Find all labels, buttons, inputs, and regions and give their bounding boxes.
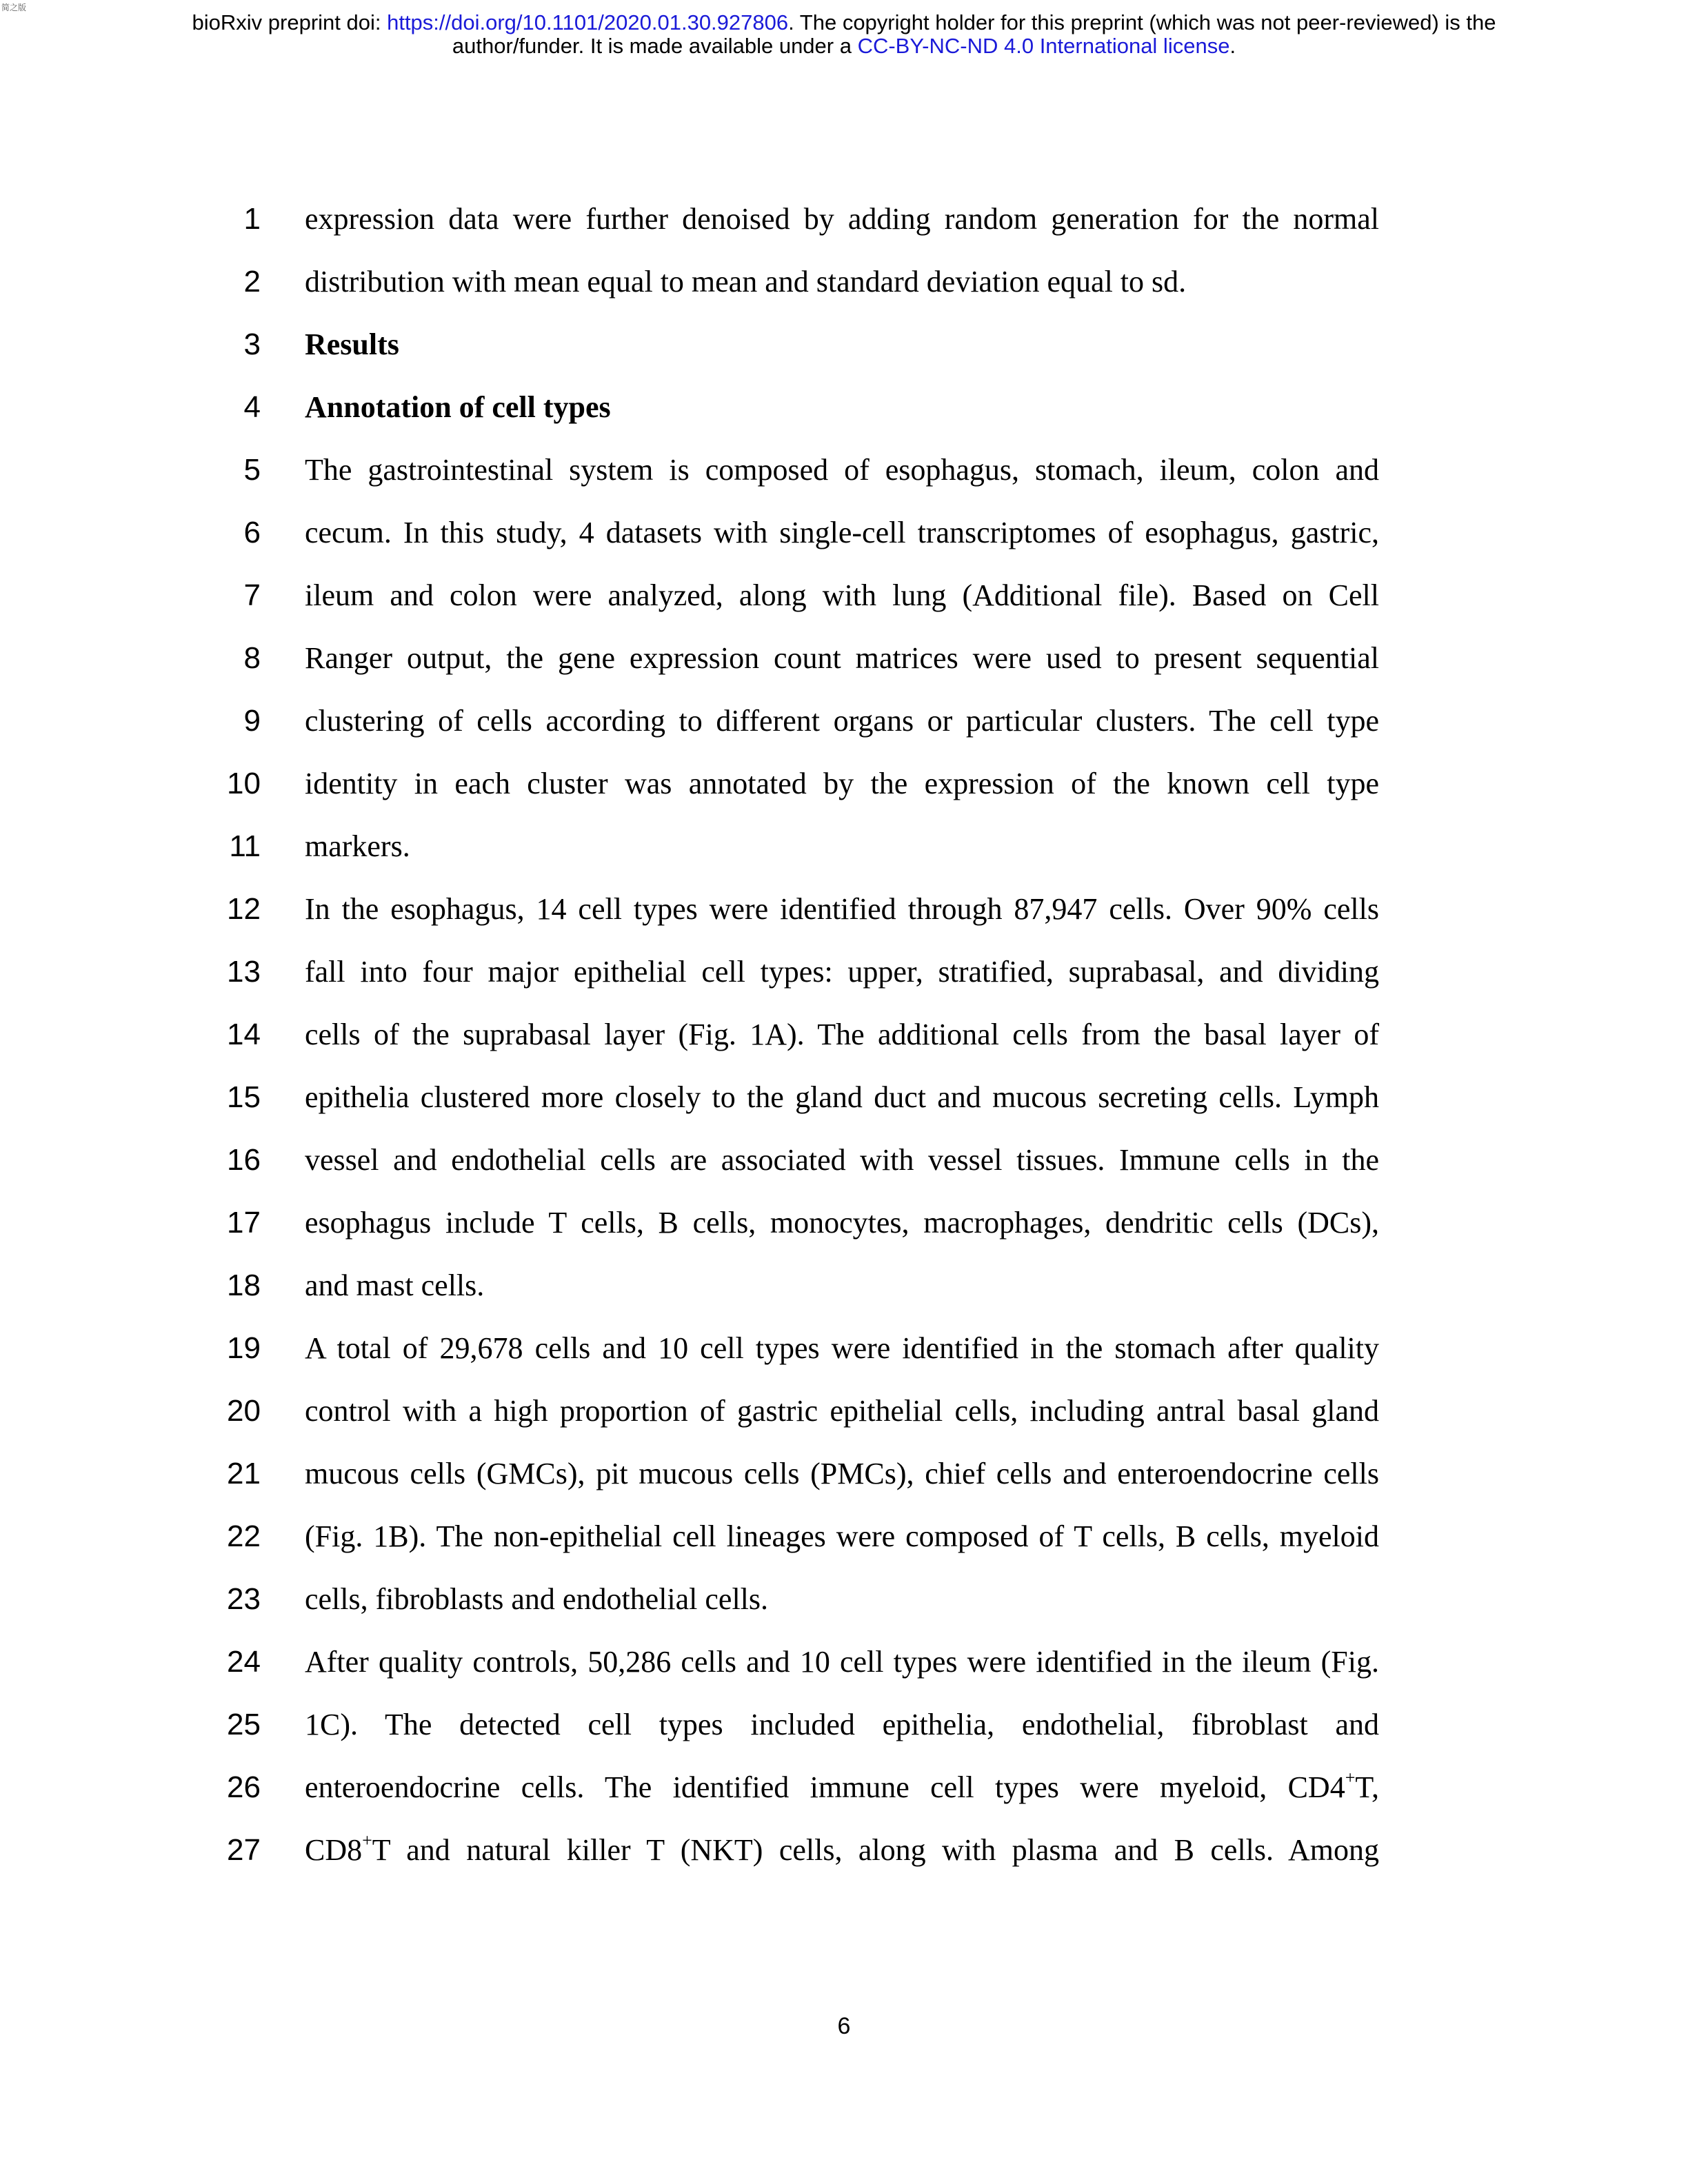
- line-number: 23: [227, 1582, 261, 1616]
- text-line: [0, 501, 1688, 565]
- text-line: [0, 1630, 1688, 1694]
- text-line: [0, 188, 1688, 251]
- text-line: [0, 1442, 1688, 1506]
- line-text: vessel and endothelial cells are associated with vessel tissues. Immune cells in the: [305, 1143, 1379, 1177]
- doi-link[interactable]: https://doi.org/10.1101/2020.01.30.927806: [387, 10, 789, 34]
- line-text: The gastrointestinal system is composed of esophagus, stomach, ileum, colon and: [305, 453, 1379, 487]
- text-line: [0, 250, 1688, 314]
- text-line: [0, 1505, 1688, 1568]
- line-text: markers.: [305, 829, 410, 863]
- line-number: 12: [227, 892, 261, 926]
- text-line: [0, 940, 1688, 1004]
- text-line: [0, 564, 1688, 627]
- text-line: [0, 878, 1688, 941]
- line-text: A total of 29,678 cells and 10 cell types were identified in the stomach after quality: [305, 1331, 1379, 1365]
- line-text: (Fig. 1B). The non-epithelial cell lineages were composed of T cells, B cells, myeloid: [305, 1519, 1379, 1553]
- license-link[interactable]: CC-BY-NC-ND 4.0 International license: [857, 34, 1230, 58]
- text-line: [0, 1066, 1688, 1129]
- line-text-part: T,: [1355, 1770, 1379, 1804]
- line-text: In the esophagus, 14 cell types were identified through 87,947 cells. Over 90% cells: [305, 892, 1379, 926]
- text-line: [0, 815, 1688, 878]
- line-text: epithelia clustered more closely to the gland duct and mucous secreting cells. Lymph: [305, 1080, 1379, 1114]
- text-line: [0, 1379, 1688, 1443]
- line-text: Ranger output, the gene expression count matrices were used to present sequential: [305, 641, 1379, 675]
- text-line: [0, 752, 1688, 816]
- subsection-heading: Annotation of cell types: [305, 390, 611, 424]
- line-number: 20: [227, 1394, 261, 1428]
- text-line: [0, 1693, 1688, 1757]
- line-text: expression data were further denoised by adding random generation for the normal: [305, 202, 1379, 236]
- text-line: [0, 313, 1688, 376]
- line-text: identity in each cluster was annotated by the expression of the known cell type: [305, 767, 1379, 800]
- line-text: cells, fibroblasts and endothelial cells.: [305, 1582, 769, 1616]
- line-text: [305, 1756, 1379, 1819]
- line-number: 27: [227, 1833, 261, 1867]
- line-number: 17: [227, 1206, 261, 1240]
- line-number: 19: [227, 1331, 261, 1365]
- text-line: [0, 627, 1688, 690]
- text-line: [0, 1003, 1688, 1066]
- line-number: 10: [227, 767, 261, 800]
- page-number: 6: [837, 2013, 851, 2039]
- line-number: 3: [243, 327, 261, 361]
- line-number: 26: [227, 1770, 261, 1804]
- line-number: 6: [243, 516, 261, 549]
- line-text: fall into four major epithelial cell types: upper, stratified, suprabasal, and dividing: [305, 955, 1379, 989]
- line-text: ileum and colon were analyzed, along with lung (Additional file). Based on Cell: [305, 578, 1379, 612]
- line-text: clustering of cells according to different organs or particular clusters. The cell type: [305, 704, 1379, 738]
- header-line2-prefix: author/funder. It is made available under a: [452, 34, 858, 58]
- line-number: 22: [227, 1519, 261, 1553]
- header-prefix: bioRxiv preprint doi:: [192, 10, 388, 34]
- text-line: [0, 1756, 1688, 1819]
- corner-mark: 简之版: [1, 3, 27, 12]
- text-line: [0, 1568, 1688, 1631]
- line-number: 8: [243, 641, 261, 675]
- text-line: [0, 1819, 1688, 1882]
- line-number: 25: [227, 1708, 261, 1741]
- superscript: +: [362, 1830, 372, 1850]
- line-text: mucous cells (GMCs), pit mucous cells (PMCs), chief cells and enteroendocrine cells: [305, 1457, 1379, 1490]
- line-text: control with a high proportion of gastric epithelial cells, including antral basal gland: [305, 1394, 1379, 1428]
- line-text-part: T and natural killer T (NKT) cells, along with plasma and B cells. Among: [372, 1833, 1379, 1867]
- line-text: cells of the suprabasal layer (Fig. 1A). The additional cells from the basal layer of: [305, 1018, 1379, 1051]
- line-number: 1: [243, 202, 261, 236]
- text-line: [0, 1254, 1688, 1317]
- line-number: 4: [243, 390, 261, 424]
- line-number: 2: [243, 265, 261, 299]
- line-number: 14: [227, 1018, 261, 1051]
- text-line: [0, 438, 1688, 502]
- line-text: and mast cells.: [305, 1268, 485, 1302]
- line-text: cecum. In this study, 4 datasets with single-cell transcriptomes of esophagus, gastric,: [305, 516, 1379, 549]
- text-line: [0, 1129, 1688, 1192]
- header-middle: . The copyright holder for this preprint (which was not peer-reviewed) is the: [788, 10, 1496, 34]
- text-line: [0, 376, 1688, 439]
- section-heading: Results: [305, 327, 399, 361]
- line-number: 16: [227, 1143, 261, 1177]
- line-text: 1C). The detected cell types included epithelia, endothelial, fibroblast and: [305, 1708, 1379, 1741]
- superscript: +: [1345, 1768, 1356, 1788]
- line-number: 24: [227, 1645, 261, 1679]
- line-text-part: CD8: [305, 1833, 363, 1867]
- text-line: [0, 689, 1688, 753]
- line-number: 5: [243, 453, 261, 487]
- line-number: 13: [227, 955, 261, 989]
- line-text: After quality controls, 50,286 cells and 10 cell types were identified in the ileum (Fig.: [305, 1645, 1379, 1679]
- line-number: 7: [243, 578, 261, 612]
- header-line2-suffix: .: [1229, 34, 1236, 58]
- line-number: 9: [243, 704, 261, 738]
- line-number: 11: [229, 829, 261, 863]
- text-line: [0, 1317, 1688, 1380]
- line-number: 18: [227, 1268, 261, 1302]
- line-text: esophagus include T cells, B cells, monocytes, macrophages, dendritic cells (DCs),: [305, 1206, 1379, 1240]
- text-line: [0, 1191, 1688, 1255]
- line-number: 15: [227, 1080, 261, 1114]
- line-text: [305, 1819, 1379, 1882]
- line-text-part: enteroendocrine cells. The identified immune cell types were myeloid, CD4: [305, 1770, 1345, 1804]
- line-text: distribution with mean equal to mean and standard deviation equal to sd.: [305, 265, 1187, 299]
- line-number: 21: [227, 1457, 261, 1490]
